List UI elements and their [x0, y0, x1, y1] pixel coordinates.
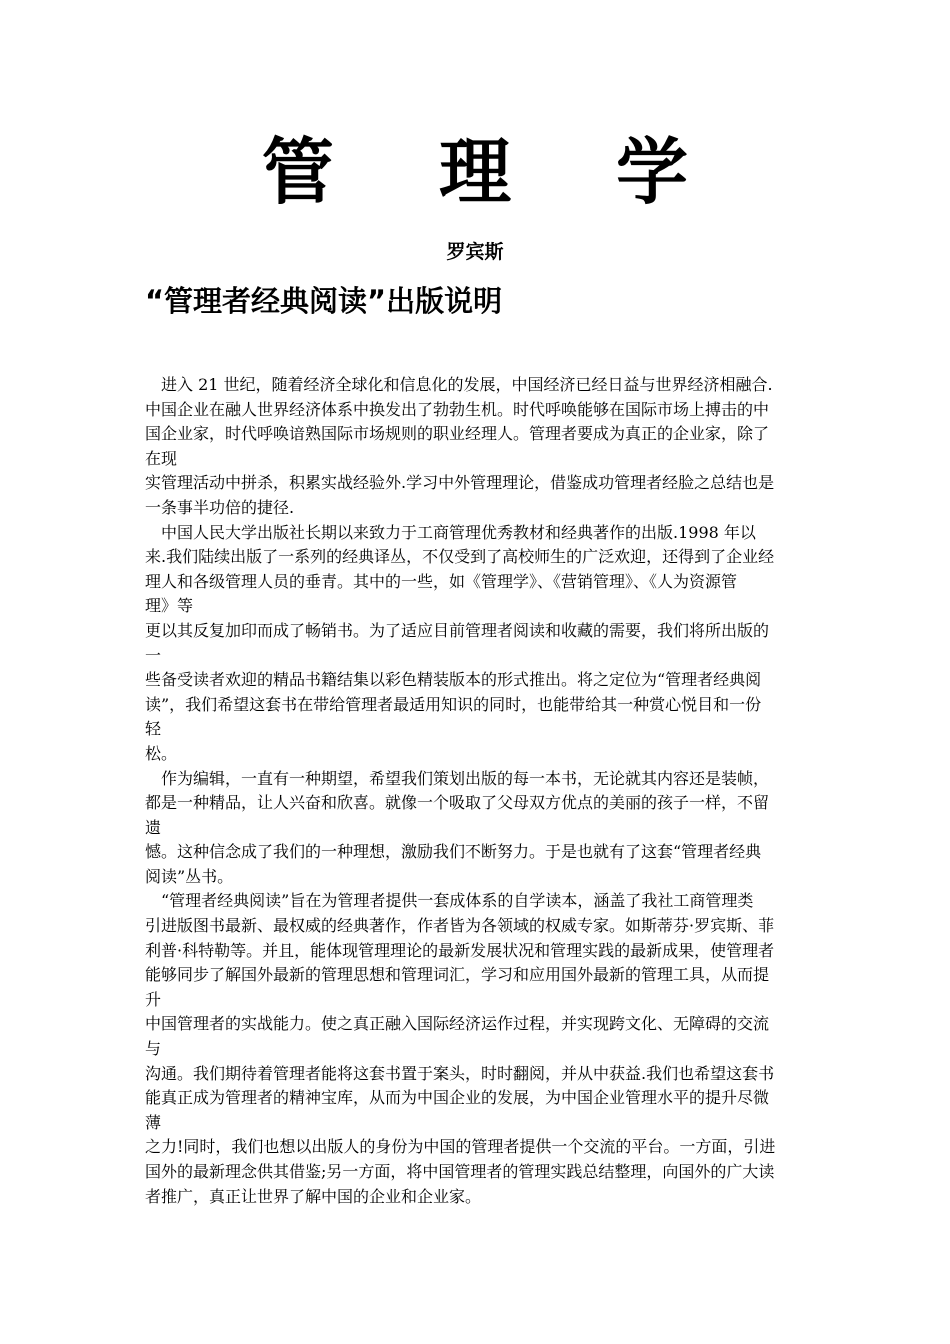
- text-line: 能真正成为管理者的精神宝库，从而为中国企业的发展，为中国企业管理水平的提升尽微: [145, 1088, 770, 1108]
- text-line: 读”，我们希望这套书在带给管理者最适用知识的同时，也能带给其一种赏心悦目和一份: [145, 694, 762, 714]
- text-line: 实管理活动中拼杀，积累实战经验外.学习中外管理理论，借鉴成功管理者经脸之总结也是: [145, 473, 775, 493]
- text-line: 进入 21 世纪，随着经济全球化和信息化的发展，中国经济已经日益与世界经济相融合.: [161, 375, 773, 394]
- text-line: 理》等: [145, 596, 194, 616]
- text-line: 一: [145, 645, 162, 665]
- author-name: 罗宾斯: [446, 241, 504, 263]
- text-line: 一条事半功倍的捷径.: [145, 497, 295, 517]
- text-line: 薄: [145, 1112, 162, 1132]
- text-line: 能够同步了解国外最新的管理思想和管理词汇，学习和应用国外最新的管理工具，从而提: [145, 965, 770, 985]
- text-line: 利普·科特勒等。并且，能体现管理理论的最新发展状况和管理实践的最新成果，使管理者: [145, 940, 775, 960]
- text-line: 中国企业在融人世界经济体系中换发出了勃勃生机。时代呼唤能够在国际市场上搏击的中: [145, 399, 770, 419]
- text-line: 都是一种精品，让人兴奋和欣喜。就像一个吸取了父母双方优点的美丽的孩子一样，不留: [145, 793, 770, 813]
- text-line: 松。: [145, 743, 178, 763]
- body-text: [145, 373, 810, 1209]
- text-line: 些备受读者欢迎的精品书籍结集以彩色精装版本的形式推出。将之定位为“管理者经典阅: [145, 670, 762, 690]
- text-line: 沟通。我们期待着管理者能将这套书置于案头，时时翻阅，并从中获益.我们也希望这套书: [145, 1063, 775, 1083]
- text-line: 之力!同时，我们也想以出版人的身份为中国的管理者提供一个交流的平台。一方面，引进: [145, 1137, 776, 1157]
- text-line: 来.我们陆续出版了一系列的经典译丛，不仅受到了高校师生的广泛欢迎，还得到了企业经: [145, 547, 775, 567]
- text-line: 与: [145, 1039, 162, 1059]
- text-line: 憾。这种信念成了我们的一种理想，激励我们不断努力。于是也就有了这套“管理者经典: [145, 842, 762, 862]
- text-line: 遗: [145, 817, 162, 837]
- text-line: 国外的最新理念供其借鉴;另一方面，将中国管理者的管理实践总结整理，向国外的广大读: [145, 1162, 775, 1181]
- text-line: 理人和各级管理人员的垂青。其中的一些，如《管理学》、《营销管理》、《人为资源管: [145, 571, 738, 591]
- text-line: 作为编辑，一直有一种期望，希望我们策划出版的每一本书，无论就其内容还是装帧，: [161, 768, 770, 788]
- text-line: 升: [145, 989, 162, 1009]
- text-line: 中国管理者的实战能力。使之真正融入国际经济运作过程，并实现跨文化、无障碍的交流: [145, 1014, 770, 1034]
- section-heading: “管理者经典阅读”出版说明: [145, 284, 503, 318]
- text-line: 国企业家，时代呼唤谙熟国际市场规则的职业经理人。管理者要成为真正的企业家，除了: [145, 424, 770, 444]
- text-line: “管理者经典阅读”旨在为管理者提供一套成体系的自学读本，涵盖了我社工商管理类: [161, 891, 754, 911]
- text-line: 在现: [145, 448, 178, 468]
- text-line: 引进版图书最新、最权威的经典著作，作者皆为各领域的权威专家。如斯蒂芬·罗宾斯、菲: [145, 916, 775, 936]
- text-line: 轻: [145, 719, 162, 739]
- text-line: 阅读”丛书。: [145, 866, 234, 886]
- document-title: 管 理 学: [261, 129, 729, 214]
- text-line: 中国人民大学出版社长期以来致力于工商管理优秀教材和经典著作的出版.1998 年以: [161, 522, 756, 542]
- text-line: 更以其反复加印而成了畅销书。为了适应目前管理者阅读和收藏的需要，我们将所出版的: [145, 620, 770, 640]
- text-line: 者推广，真正让世界了解中国的企业和企业家。: [145, 1186, 482, 1206]
